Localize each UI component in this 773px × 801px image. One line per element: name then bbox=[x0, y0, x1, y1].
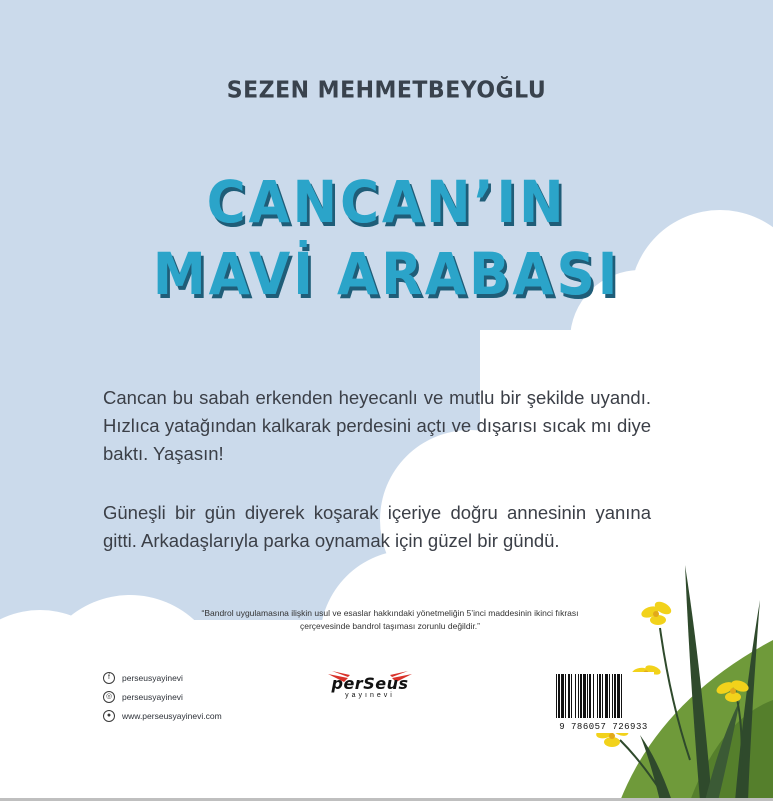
instagram-icon: ◎ bbox=[103, 691, 115, 703]
barcode-bar bbox=[568, 674, 570, 718]
barcode-bar bbox=[593, 674, 594, 718]
barcode-bar bbox=[589, 674, 591, 718]
book-title-line-2: MAVİ ARABASI bbox=[152, 240, 621, 308]
barcode-bar bbox=[571, 674, 572, 718]
barcode-bar bbox=[578, 674, 579, 718]
blurb-paragraph-2: Güneşli bir gün diyerek koşarak içeriye doğru annesinin yanına gitti. Arkadaşlarıyla parka oynamak için güzel bir gündü. bbox=[103, 502, 651, 551]
barcode-bar bbox=[617, 674, 620, 718]
barcode-bar bbox=[614, 674, 616, 718]
social-item-website[interactable] bbox=[103, 706, 222, 725]
social-item-facebook[interactable] bbox=[103, 668, 222, 687]
blurb-paragraph-1: Cancan bu sabah erkenden heyecanlı ve mutlu bir şekilde uyandı. Hızlıca yatağından kalkarak perdesini açtı ve dışarısı sıcak mı diye baktı. Yaşasın! bbox=[103, 387, 651, 464]
barcode-bar bbox=[565, 674, 566, 718]
barcode-bar bbox=[597, 674, 598, 718]
social-item-instagram[interactable] bbox=[103, 687, 222, 706]
barcode-bar bbox=[556, 674, 557, 718]
social-label: perseusyayinevi bbox=[122, 672, 183, 683]
social-label: perseusyayinevi bbox=[122, 691, 183, 702]
barcode-bar bbox=[605, 674, 608, 718]
book-title-line-1: CANCAN’IN bbox=[206, 168, 567, 236]
barcode-bars bbox=[553, 672, 654, 720]
barcode-bar bbox=[621, 674, 622, 718]
social-links bbox=[103, 668, 222, 725]
publisher-name: perSeus bbox=[331, 674, 409, 693]
publisher-logo bbox=[326, 668, 414, 708]
barcode bbox=[553, 672, 654, 720]
barcode-bar bbox=[612, 674, 613, 718]
isbn-digits: 9 786057 726933 bbox=[553, 722, 654, 733]
barcode-bar bbox=[575, 674, 576, 718]
publisher-subtitle: yayınevi bbox=[345, 692, 395, 699]
barcode-bar bbox=[587, 674, 588, 718]
barcode-bar bbox=[599, 674, 601, 718]
barcode-bar bbox=[558, 674, 560, 718]
barcode-bar bbox=[609, 674, 610, 718]
social-label: www.perseusyayinevi.com bbox=[122, 710, 222, 721]
author-name: SEZEN MEHMETBEYOĞLU bbox=[226, 77, 547, 104]
barcode-bar bbox=[561, 674, 564, 718]
facebook-icon: f bbox=[103, 672, 115, 684]
web-icon: ● bbox=[103, 710, 115, 722]
banderole-notice: “Bandrol uygulamasına ilişkin usul ve esaslar hakkındaki yönetmeliğin 5’inci maddesinin ikinci fıkrası çerçevesinde bandrol taşıması zorunlu değildir.” bbox=[201, 608, 579, 631]
barcode-bar bbox=[580, 674, 582, 718]
barcode-bar bbox=[583, 674, 586, 718]
barcode-bar bbox=[602, 674, 603, 718]
